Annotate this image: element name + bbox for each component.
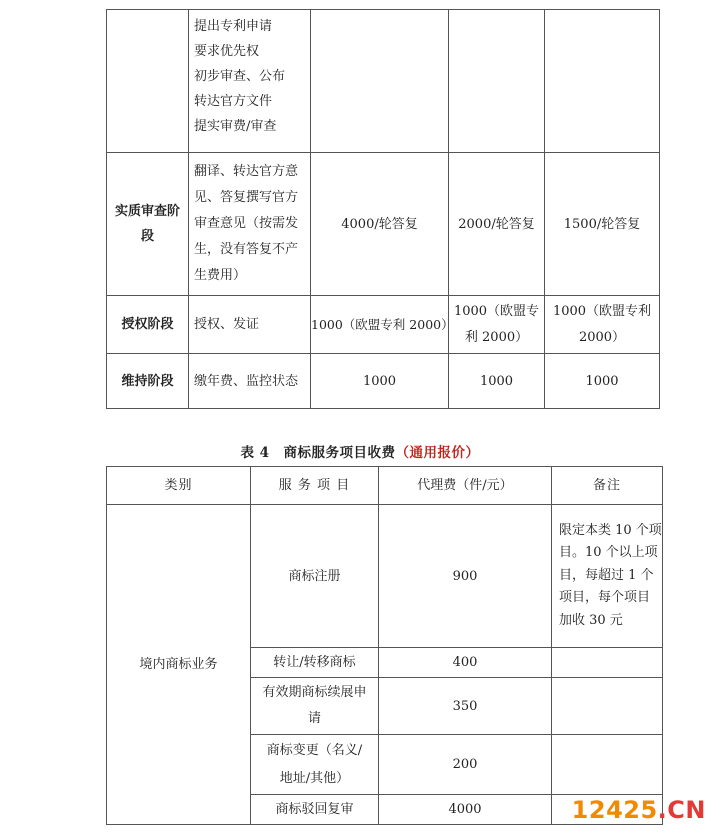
note-cell: 限定本类 10 个项目。10 个以上项目，每超过 1 个项目，每个项目加收 30 元 (552, 505, 663, 648)
column-header: 代理费（件/元） (379, 467, 552, 505)
watermark-logo: 12425.CN (571, 796, 706, 824)
fee-cell: 1000（欧盟专利 2000） (311, 296, 449, 354)
fee-cell: 4000/轮答复 (311, 153, 449, 296)
trademark-fee-table (106, 466, 663, 825)
items-cell: 翻译、转达官方意见、答复撰写官方审查意见（按需发生，没有答复不产生费用） (189, 153, 311, 296)
category-cell: 境内商标业务 (107, 505, 251, 825)
service-cell: 有效期商标续展申请 (251, 678, 379, 735)
fee-cell: 350 (379, 678, 552, 735)
table-row (107, 10, 660, 153)
table-row (107, 153, 660, 296)
table-caption (0, 441, 720, 461)
service-cell: 商标注册 (251, 505, 379, 648)
stage-cell: 实质审查阶段 (107, 153, 189, 296)
service-cell: 商标驳回复审 (251, 795, 379, 825)
column-header: 服 务 项 目 (251, 467, 379, 505)
stage-cell (107, 10, 189, 153)
table-row (107, 296, 660, 354)
caption-title: 表 4 商标服务项目收费 (240, 445, 396, 461)
service-cell: 转让/转移商标 (251, 648, 379, 678)
column-header: 备注 (552, 467, 663, 505)
fee-cell: 1000 (449, 354, 545, 409)
fee-cell (545, 10, 660, 153)
patent-fee-table (106, 9, 660, 409)
fee-cell: 1000（欧盟专利 2000） (545, 296, 660, 354)
items-cell: 提出专利申请 要求优先权 初步审查、公布 转达官方文件 提实审费/审查 (189, 10, 311, 153)
fee-cell (311, 10, 449, 153)
caption-highlight: （通用报价） (395, 445, 480, 461)
note-cell (552, 678, 663, 735)
fee-cell: 1000（欧盟专利 2000） (449, 296, 545, 354)
fee-cell: 1500/轮答复 (545, 153, 660, 296)
fee-cell: 900 (379, 505, 552, 648)
service-cell: 商标变更（名义/地址/其他） (251, 735, 379, 795)
fee-cell: 1000 (545, 354, 660, 409)
note-cell (552, 648, 663, 678)
fee-cell (449, 10, 545, 153)
items-cell: 缴年费、监控状态 (189, 354, 311, 409)
table-header-row (107, 467, 663, 505)
fee-cell: 1000 (311, 354, 449, 409)
table-row (107, 354, 660, 409)
note-cell (552, 735, 663, 795)
fee-cell: 400 (379, 648, 552, 678)
stage-cell: 授权阶段 (107, 296, 189, 354)
column-header: 类别 (107, 467, 251, 505)
items-cell: 授权、发证 (189, 296, 311, 354)
stage-cell: 维持阶段 (107, 354, 189, 409)
table-row (107, 505, 663, 648)
fee-cell: 4000 (379, 795, 552, 825)
fee-cell: 2000/轮答复 (449, 153, 545, 296)
fee-cell: 200 (379, 735, 552, 795)
